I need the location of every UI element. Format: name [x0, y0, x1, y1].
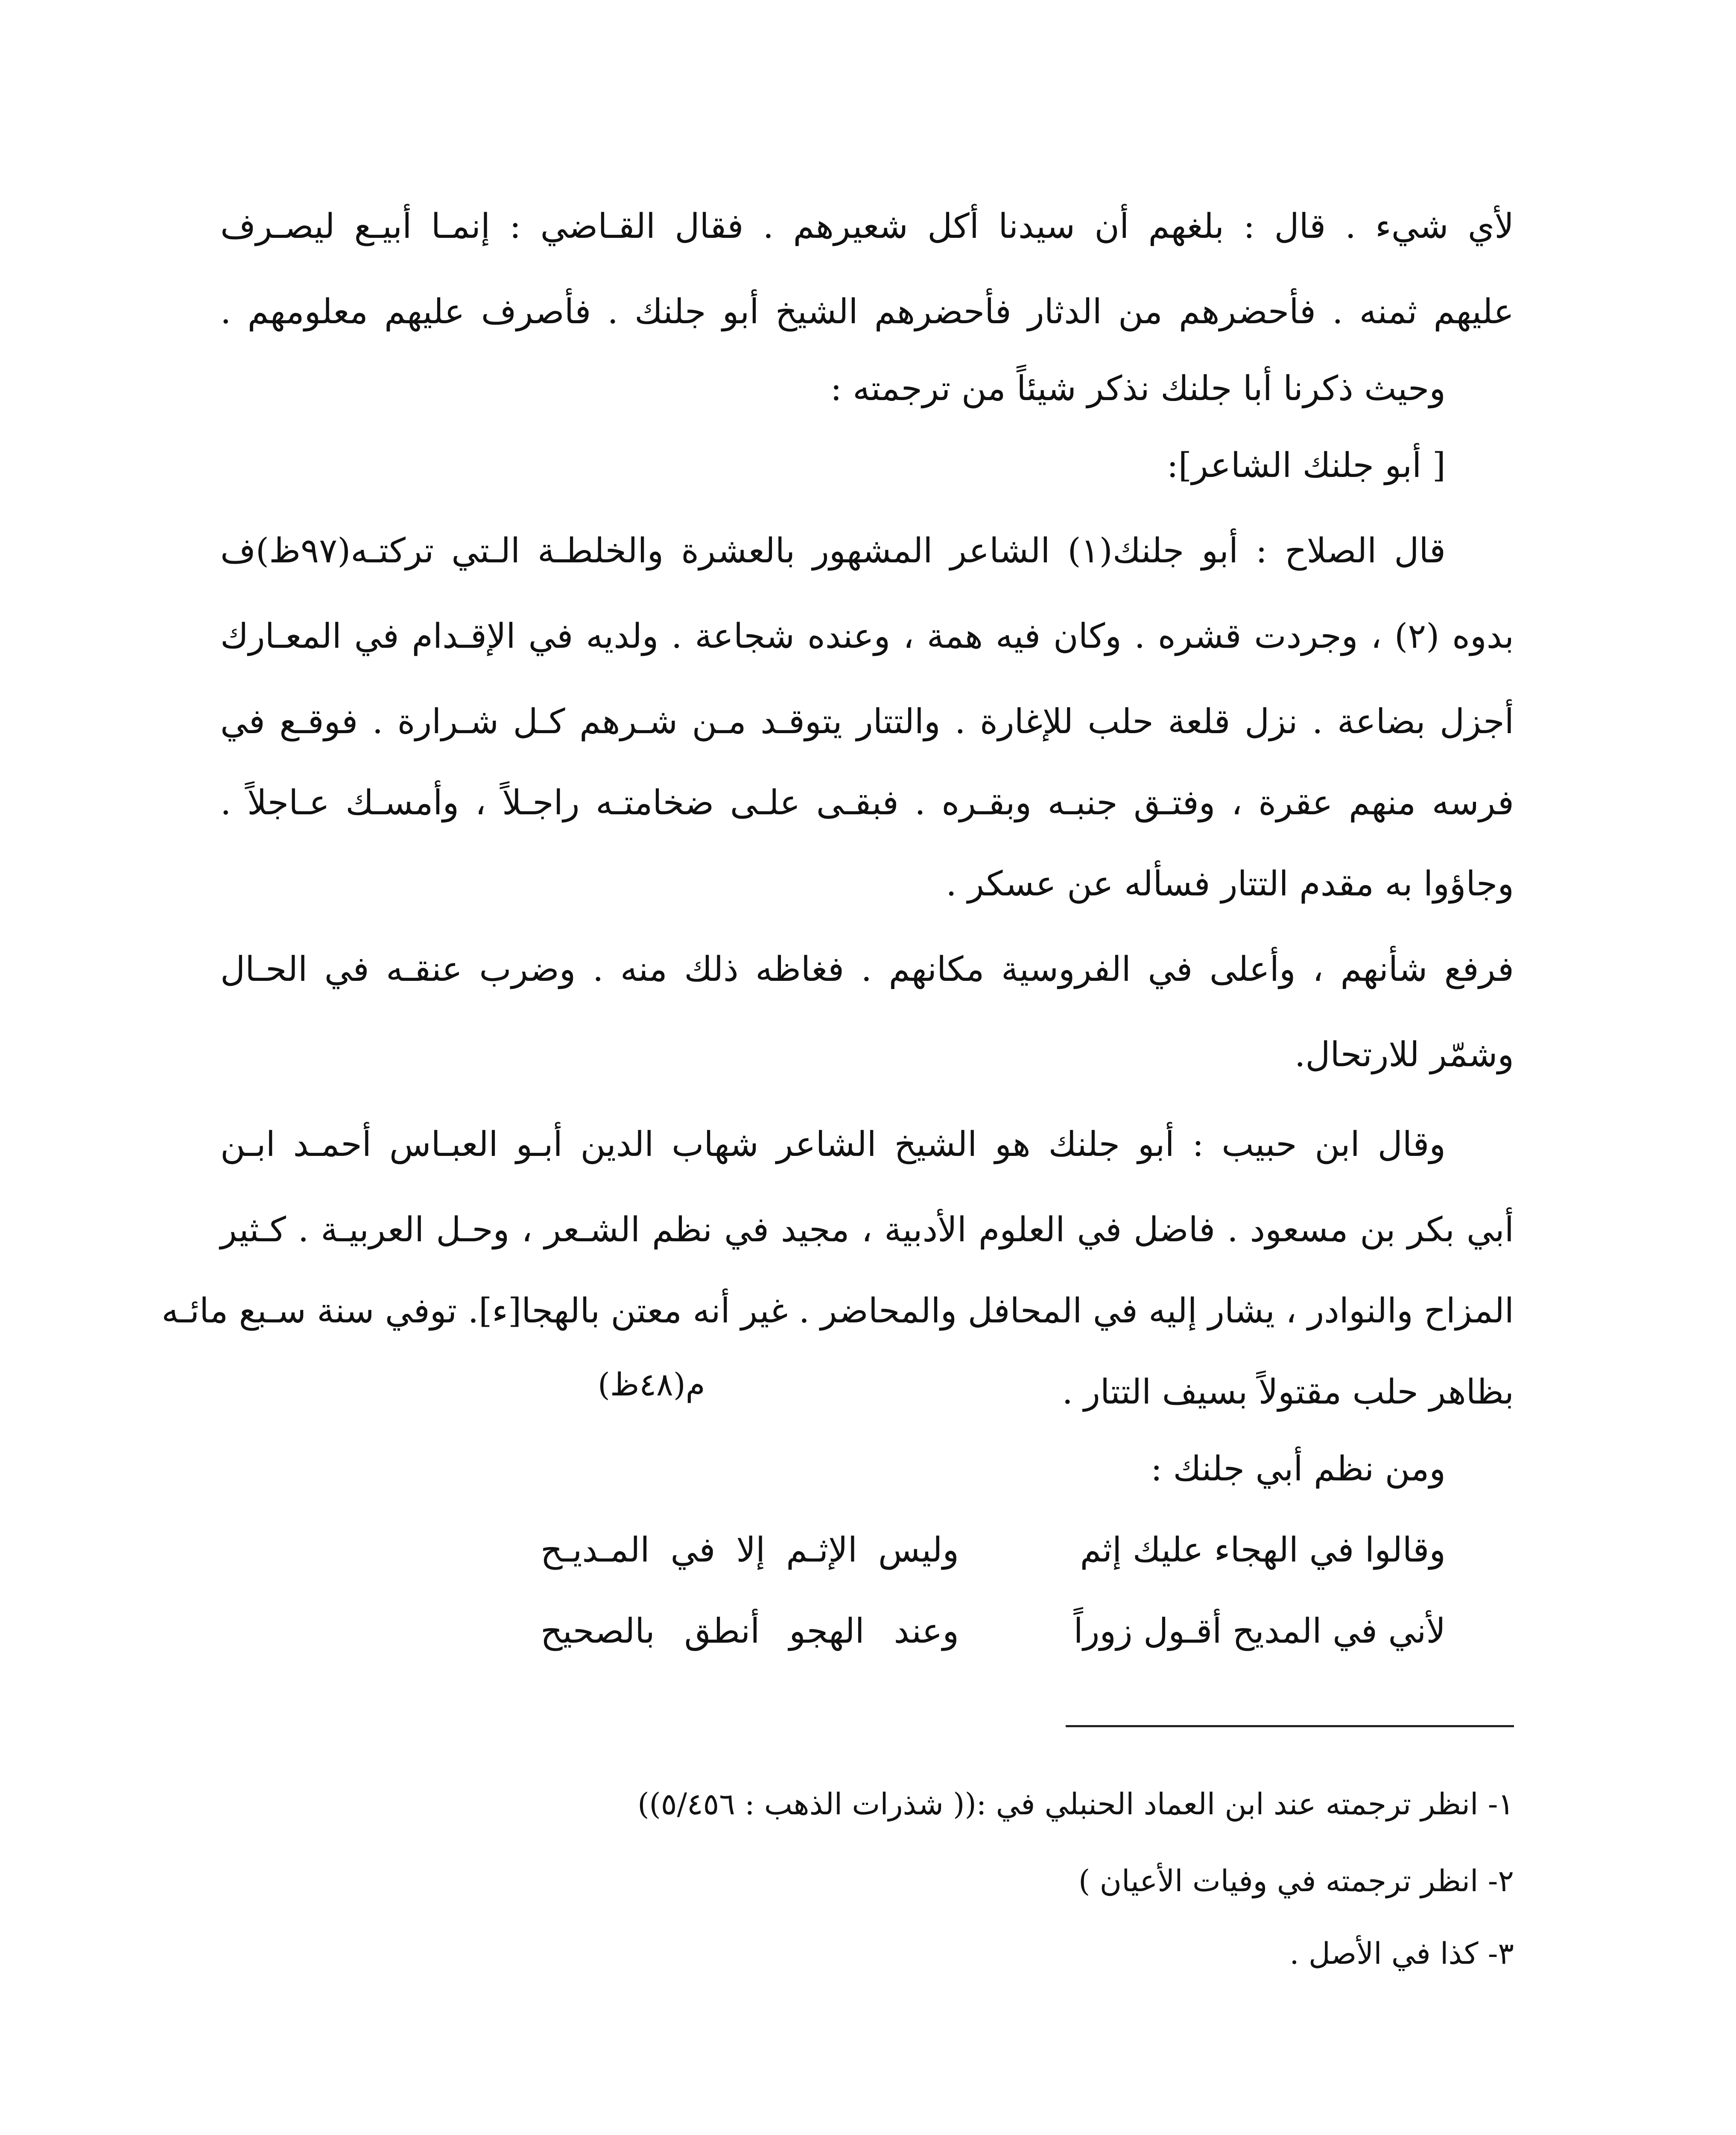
footnote-3: ٣- كذا في الأصل .: [1289, 1936, 1514, 1971]
text-line-13: أبي بكر بن مسعود . فاضل في العلوم الأدبية ، مجيد في نظم الشـعر ، وحـل العربيـة . كـثير: [220, 1210, 1514, 1249]
text-line-5: قال الصلاح : أبو جلنك(١) الشاعر المشهور بالعشرة والخلطـة الـتي تركتـه(٩٧ظ)ف: [220, 531, 1446, 570]
verse-1-first-hemistich: وقالوا في الهجاء عليك إثم: [1080, 1530, 1446, 1570]
text-line-9: وجاؤوا به مقدم التتار فسأله عن عسكر .: [946, 864, 1514, 904]
verse-2-first-hemistich: لأني في المديح أقـول زوراً: [1073, 1611, 1446, 1651]
text-line-8: فرسه منهم عقرة ، وفتـق جنبـه وبقـره . فبقـى علـى ضخامتـه راجـلاً ، وأمسـك عـاجلاً .: [220, 783, 1514, 822]
text-line-1: لأي شيء . قال : بلغهم أن سيدنا أكل شعيرهم . فقال القـاضي : إنمـا أبيـع ليصـرف: [220, 206, 1514, 246]
text-line-3: وحيث ذكرنا أبا جلنك نذكر شيئاً من ترجمته :: [830, 369, 1446, 408]
verse-2-second-hemistich: وعند الهجو أنطق بالصحيح: [541, 1611, 959, 1651]
text-line-7: أجزل بضاعة . نزل قلعة حلب للإغارة . والتتار يتوقـد مـن شـرهم كـل شـرارة . فوقـع في: [220, 702, 1514, 741]
text-line-10: فرفع شأنهم ، وأعلى في الفروسية مكانهم . فغاظه ذلك منه . وضرب عنقـه في الحـال: [220, 949, 1514, 989]
footnote-1: ١- انظر ترجمته عند ابن العماد الحنبلي في :(( شذرات الذهب : ٥/٤٥٦)): [637, 1787, 1514, 1822]
text-line-2: عليهم ثمنه . فأحضرهم من الدثار فأحضرهم الشيخ أبو جلنك . فأصرف عليهم معلومهم .: [220, 292, 1514, 331]
text-line-12: وقال ابن حبيب : أبو جلنك هو الشيخ الشاعر شهاب الدين أبـو العبـاس أحمـد ابـن: [220, 1124, 1446, 1164]
footnote-2: ٢- انظر ترجمته في وفيات الأعيان ): [1078, 1863, 1514, 1898]
text-line-14: المزاح والنوادر ، يشار إليه في المحافل والمحاضر . غير أنه معتن بالهجا[ء]. توفي سنة سـبع مائـه: [161, 1291, 1514, 1331]
footnote-separator: [1066, 1725, 1514, 1727]
verse-row-2: [541, 1593, 1446, 1670]
verse-row-1: [541, 1512, 1446, 1588]
verse-1-second-hemistich: وليس الإثـم إلا في المـديـح: [541, 1530, 959, 1570]
text-line-11: وشمّر للارتحال.: [1294, 1035, 1514, 1074]
marginal-folio-note: (٤٨ظ)م: [598, 1366, 705, 1403]
text-line-6: بدوه (٢) ، وجردت قشره . وكان فيه همة ، وعنده شجاعة . ولديه في الإقـدام في المعـارك: [220, 616, 1514, 656]
text-line-15: بظاهر حلب مقتولاً بسيف التتار .: [1062, 1372, 1514, 1412]
text-line-16: ومن نظم أبي جلنك :: [1151, 1449, 1446, 1489]
section-heading: [ أبو جلنك الشاعر]:: [1166, 445, 1446, 485]
